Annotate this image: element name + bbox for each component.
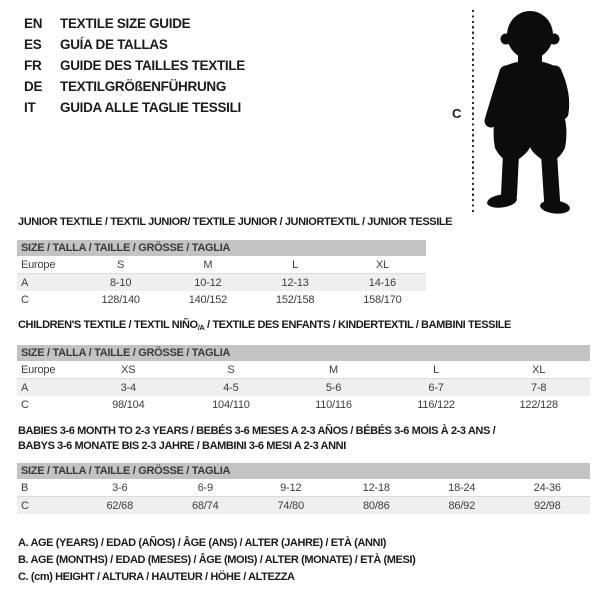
junior-section-title: JUNIOR TEXTILE / TEXTIL JUNIOR/ TEXTILE JUNIOR / JUNIORTEXTIL / JUNIOR TESSILE [18,216,453,228]
measurement-legend [18,536,415,587]
size-table-header-bar: SIZE / TALLA / TAILLE / GRÖSSE / TAGLIA [17,345,590,361]
language-title: GUIDA ALLE TAGLIE TESSILI [60,100,241,115]
babies-section-title-line2: BABYS 3-6 MONATE BIS 2-3 JAHRE / BAMBINI 3-6 MESI A 2-3 ANNI [18,440,346,452]
size-table-header-bar: SIZE / TALLA / TAILLE / GRÖSSE / TAGLIA [17,240,426,256]
size-value-cell: 62/68 [106,499,134,512]
size-value-cell: 158/170 [363,293,402,306]
row-label-cell: Europe [17,361,77,379]
size-value-cell: 6-9 [163,479,249,497]
size-value-cell: 24-36 [505,479,591,497]
size-value-cell: 14-16 [368,276,396,289]
size-value-cell: 8-10 [110,276,132,289]
babies-section-title-line1: BABIES 3-6 MONTH TO 2-3 YEARS / BEBÉS 3-6 MESES A 2-3 AÑOS / BÉBÉS 3-6 MOIS À 2-3 ANS / [18,425,496,437]
row-label-cell: B [17,479,77,497]
size-value-cell: XL [339,256,426,274]
legend-line-b: B. AGE (MONTHS) / EDAD (MESES) / ÂGE (MOIS) / ALTER (MONATE) / ETÀ (MESI) [18,554,416,566]
toddler-silhouette-icon [478,2,578,214]
size-value-cell: L [252,256,339,274]
size-value-cell: 9-12 [248,479,334,497]
childrens-title-text: CHILDREN'S TEXTILE / TEXTIL NIÑO [18,319,198,331]
size-value-cell: 5-6 [325,381,342,394]
height-reference-dotted-line [472,10,474,212]
size-value-cell: 122/128 [519,398,558,411]
size-value-cell: 7-8 [531,381,547,394]
row-label-cell: C [21,293,29,306]
table-row-b [17,479,590,497]
size-value-cell: 12-13 [281,276,309,289]
table-row-a [17,379,590,397]
table-row-c [17,291,426,308]
size-value-cell: 6-7 [428,381,444,394]
size-value-cell: 152/158 [275,293,315,306]
language-code: EN [24,16,43,31]
table-row-europe [17,256,426,274]
size-value-cell: 18-24 [419,479,505,497]
language-row [24,76,245,97]
language-title: TEXTILGRÖßENFÜHRUNG [60,79,227,94]
language-row [24,13,245,34]
size-value-cell: 74/80 [277,499,305,512]
childrens-section-title [18,319,511,334]
language-row [24,34,245,55]
table-row-a [17,274,426,292]
legend-line-c: C. (cm) HEIGHT / ALTURA / HAUTEUR / HÖHE / ALTEZZA [18,571,295,583]
size-value-cell: 3-4 [120,381,136,394]
size-value-cell: M [164,256,251,274]
table-row-c [17,396,590,413]
size-value-cell: 104/110 [212,398,250,411]
size-value-cell: 110/116 [315,398,352,411]
row-label-cell: Europe [17,256,77,274]
childrens-title-text: / TEXTILE DES ENFANTS / KINDERTEXTIL / BAMBINI TESSILE [204,319,511,331]
childrens-table [17,361,590,413]
language-code: DE [24,79,43,94]
language-title: GUÍA DE TALLAS [60,37,168,52]
size-value-cell: 98/104 [112,398,145,411]
language-code: ES [24,37,42,52]
size-value-cell: 12-18 [334,479,420,497]
babies-table [17,479,590,514]
size-value-cell: 3-6 [77,479,163,497]
junior-size-table [17,240,426,308]
language-code: FR [24,58,42,73]
size-value-cell: 116/122 [417,398,455,411]
legend-line-a: A. AGE (YEARS) / EDAD (AÑOS) / ÂGE (ANS) / ALTER (JAHRE) / ETÀ (ANNI) [18,537,386,549]
language-row [24,97,245,118]
language-title-block [24,13,245,118]
size-value-cell: 68/74 [191,499,219,512]
size-value-cell: XL [487,361,590,379]
row-label-cell: C [21,499,29,512]
size-value-cell: 80/86 [362,499,390,512]
size-value-cell: 92/98 [533,499,561,512]
size-value-cell: 4-5 [223,381,239,394]
size-value-cell: 86/92 [448,499,476,512]
size-value-cell: 128/140 [101,293,140,306]
table-row-europe [17,361,590,379]
row-label-cell: A [21,276,29,289]
size-value-cell: XS [77,361,180,379]
language-title: GUIDE DES TAILLES TEXTILE [60,58,246,73]
row-label-cell: A [21,381,29,394]
height-measure-label: C [452,106,462,121]
size-value-cell: S [180,361,283,379]
table-row-c [17,497,590,515]
size-value-cell: L [385,361,488,379]
size-value-cell: M [282,361,385,379]
junior-table [17,256,426,308]
size-value-cell: 10-12 [194,276,222,289]
language-row [24,55,245,76]
language-code: IT [24,100,36,115]
size-table-header-bar: SIZE / TALLA / TAILLE / GRÖSSE / TAGLIA [17,463,590,479]
row-label-cell: C [21,398,29,411]
size-value-cell: S [77,256,164,274]
babies-size-table [17,463,590,514]
size-value-cell: 140/152 [188,293,228,306]
childrens-size-table [17,345,590,413]
childrens-title-subscript: /A [197,323,205,332]
language-title: TEXTILE SIZE GUIDE [60,16,191,31]
